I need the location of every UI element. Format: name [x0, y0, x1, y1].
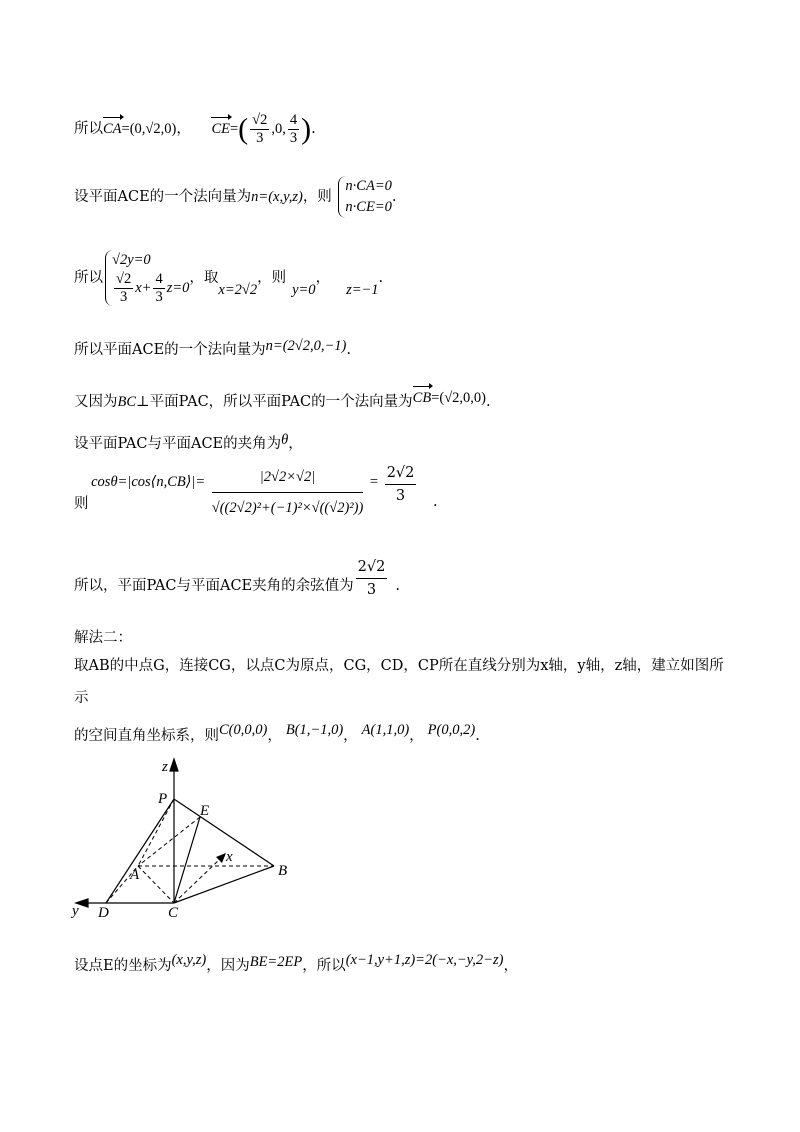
- vector-relation: BE=2EP: [249, 954, 303, 970]
- label-e: E: [200, 803, 210, 819]
- period: .: [378, 270, 384, 286]
- frac-den: √((2√2)²+(−1)²×√((√2)²)): [211, 500, 364, 516]
- text-so: ，所以: [302, 958, 346, 974]
- equation-system-normal: [338, 176, 391, 218]
- vector-ca: CA: [103, 120, 122, 137]
- frac-den: 3: [155, 289, 163, 305]
- period: .: [475, 728, 480, 744]
- figure-pyramid-coordinate: [70, 755, 310, 925]
- edge-cb: [174, 866, 274, 903]
- frac-num: 4: [289, 112, 298, 128]
- label-c: C: [168, 905, 179, 921]
- line-normal-vector-ace: [74, 340, 351, 360]
- separator: ，: [267, 728, 282, 744]
- vector-cb: CB: [412, 390, 432, 406]
- point-e-coords: (x,y,z): [171, 952, 207, 968]
- text-prefix: 所以: [74, 270, 103, 286]
- label-p: P: [158, 791, 168, 807]
- frac-den: 3: [119, 289, 128, 305]
- frac-num: √2: [116, 271, 132, 287]
- period: .: [485, 394, 491, 410]
- label-z: z: [162, 759, 168, 775]
- text-coordinate-system: 的空间直角坐标系，则: [74, 728, 219, 744]
- ca-value: =(0,√2,0): [121, 120, 177, 137]
- line-solve-system: [74, 250, 383, 306]
- text-then: ，则: [302, 189, 332, 205]
- separator: ，: [343, 728, 358, 744]
- text-shown: 示: [74, 690, 89, 706]
- vector-ce: CE: [211, 120, 230, 137]
- z-value: z=−1: [346, 282, 379, 298]
- line-angle-theta: [74, 434, 303, 454]
- edge-ac: [138, 866, 174, 903]
- line-shown: [74, 688, 89, 708]
- frac-num: 4: [155, 271, 163, 287]
- period: .: [311, 120, 316, 137]
- normal-vector-expr: n=(x,y,z): [251, 189, 303, 205]
- fraction-4-over-3: [153, 271, 164, 306]
- line-setup-coordinates: [74, 656, 724, 676]
- line-normal-vector-pac: [74, 392, 491, 412]
- point-p: P(0,0,2): [427, 722, 476, 738]
- period: .: [433, 494, 438, 510]
- frac-den: 3: [366, 582, 377, 598]
- text-point-e: 设点E的坐标为: [74, 958, 172, 974]
- fraction-sqrt2-over-3: [114, 271, 133, 306]
- frac-den: 3: [289, 130, 298, 146]
- equals: =: [229, 120, 239, 137]
- equals: =: [369, 474, 379, 490]
- separator: ，: [176, 120, 191, 137]
- text-take: ，取: [189, 270, 219, 286]
- system-eq-1: √2y=0: [112, 252, 151, 268]
- eq-end: z=0: [166, 279, 190, 296]
- frac-num: 2√2: [385, 462, 417, 485]
- mid-values: ,0,: [271, 120, 286, 137]
- fraction-4-over-3: [288, 112, 299, 147]
- cb-value: =(√2,0,0): [431, 390, 486, 406]
- period: .: [391, 189, 397, 205]
- equation-system-solve: [105, 250, 189, 306]
- cosine-lhs: cosθ=|cos⟨n,CB⟩|=: [91, 474, 206, 490]
- text-then: ，则: [257, 270, 287, 286]
- system-eq-2: [112, 271, 189, 306]
- z-axis-arrow: [170, 759, 178, 771]
- text-normal-pac: 平面PAC，所以平面PAC的一个法向量为: [149, 394, 413, 410]
- point-c: C(0,0,0): [219, 722, 268, 738]
- coordinate-equation: (x−1,y+1,z)=2(−x,−y,2−z): [345, 952, 504, 968]
- text-prefix: 所以: [74, 120, 103, 137]
- result-fraction: [356, 556, 388, 601]
- line-cosine-computation: [74, 462, 438, 523]
- point-a: A(1,1,0): [361, 722, 410, 738]
- text-method-two: 解法二：: [74, 630, 132, 646]
- line-point-e: [74, 952, 518, 976]
- label-a: A: [130, 867, 140, 883]
- line-vectors-ca-ce: [74, 112, 316, 147]
- theta-symbol: θ: [281, 432, 289, 448]
- separator: ，: [409, 728, 424, 744]
- edge-pa: [138, 799, 174, 866]
- label-x: x: [226, 849, 233, 865]
- comma: ，: [288, 436, 303, 452]
- text-angle: 设平面PAC与平面ACE的夹角为: [74, 436, 282, 452]
- fraction-sqrt2-over-3: [250, 112, 269, 147]
- line-normal-vector-setup: [74, 176, 396, 218]
- period: .: [346, 342, 351, 358]
- paren-close: ): [301, 112, 312, 146]
- frac-num: |2√2×√2|: [212, 462, 364, 493]
- text-because: ，因为: [206, 958, 250, 974]
- label-y: y: [72, 903, 79, 919]
- system-eq-1: n·CA=0: [345, 178, 392, 194]
- comma: ，: [315, 270, 331, 286]
- eq-mid: x+: [135, 279, 152, 296]
- comma: ，: [503, 958, 518, 974]
- frac-den: 3: [395, 488, 406, 504]
- frac-den: 3: [256, 130, 264, 146]
- label-b: B: [278, 863, 288, 879]
- text-setup: 设平面ACE的一个法向量为: [74, 189, 252, 205]
- normal-vector-value: n=(2√2,0,−1): [265, 338, 347, 354]
- text-because: 又因为: [74, 394, 118, 410]
- line-coordinates: [74, 722, 480, 746]
- edge-ea: [138, 817, 200, 866]
- text-setup-coordinates: 取AB的中点G，连接CG，以点C为原点，CG，CD，CP所在直线分别为x轴，y轴，z轴，建立如图所: [74, 658, 724, 674]
- system-eq-2: n·CE=0: [345, 199, 392, 215]
- text-result: 所以，平面PAC与平面ACE夹角的余弦值为: [74, 578, 354, 594]
- edge-ec: [174, 817, 200, 903]
- cosine-fraction: [212, 462, 364, 523]
- frac-num: 2√2: [356, 556, 388, 579]
- paren-open: (: [238, 112, 249, 146]
- point-b: B(1,−1,0): [285, 722, 344, 738]
- heading-method-two: [74, 628, 132, 648]
- line-cosine-result: [74, 556, 400, 601]
- result-fraction: [385, 462, 417, 507]
- frac-num: √2: [252, 112, 268, 128]
- edge-pd: [106, 799, 174, 903]
- bc-perp: BC⊥: [117, 394, 150, 410]
- text-then: 则: [74, 496, 89, 512]
- y-value: y=0: [292, 282, 316, 298]
- x-axis-arrow: [216, 853, 226, 863]
- x-value: x=2√2: [218, 282, 258, 298]
- label-d: D: [98, 905, 109, 921]
- text-normal-ace: 所以平面ACE的一个法向量为: [74, 342, 266, 358]
- period: .: [395, 578, 400, 594]
